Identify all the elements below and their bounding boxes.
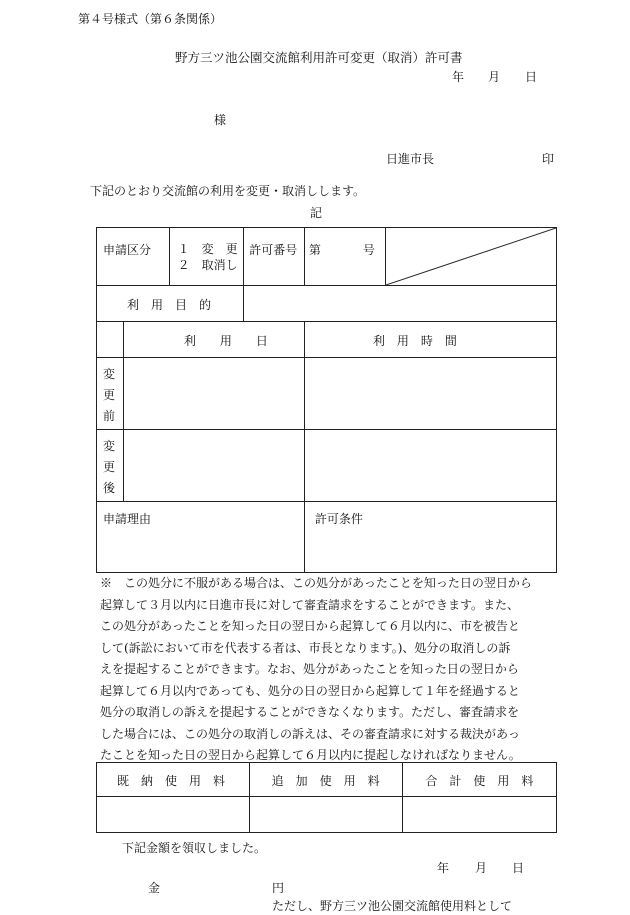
ki-heading: 記 [310, 206, 323, 220]
before-label-char: 前 [103, 409, 116, 423]
total-fee-header-cell [403, 763, 557, 797]
additional-fee-value-cell [249, 797, 403, 833]
reason-label: 申請理由 [103, 512, 152, 526]
total-fee-header: 合 計 使 用 料 [425, 774, 534, 788]
after-time-cell [304, 430, 556, 502]
receipt-however: ただし、野方三ツ池公園交流館使用料として [272, 899, 513, 913]
permit-table [96, 227, 557, 573]
note-line: した場合には、この処分の取消しの訴えは、その審査請求に対する裁決があっ [100, 726, 520, 741]
permit-go: 号 [362, 243, 375, 257]
before-date-cell [123, 358, 304, 430]
option-change: １ 変 更 [177, 242, 238, 256]
date-year: 年 [452, 70, 465, 84]
paid-fee-value-cell [97, 797, 250, 833]
application-type-options-cell [169, 228, 244, 286]
after-label-char: 変 [103, 439, 116, 453]
additional-fee-header-cell [249, 763, 403, 797]
conditions-label: 許可条件 [314, 512, 363, 526]
before-time-cell [304, 358, 556, 430]
permit-number-label-cell [244, 228, 305, 286]
note-line: この処分があったことを知った日の翌日から起算して６月以内に、市を被告と [100, 619, 520, 633]
seal-mark: 印 [542, 152, 555, 166]
issuer-name: 日進市長 [386, 152, 435, 166]
total-fee-value-cell [403, 797, 557, 833]
receipt-text: 下記金額を領収しました。 [122, 841, 267, 855]
note-line: たことを知った日の翌日から起算して６月以内に提起しなければなりません。 [100, 748, 521, 762]
application-type-label-cell [97, 228, 170, 286]
receipt-yen: 円 [272, 881, 285, 895]
paid-fee-header-cell [97, 763, 250, 797]
appeal-notice [100, 573, 560, 767]
purpose-label-cell [97, 286, 244, 322]
use-time-header: 利 用 時 間 [372, 334, 457, 348]
paid-fee-header: 既 納 使 用 料 [117, 774, 226, 788]
receipt-month: 月 [475, 861, 488, 875]
use-time-header-cell [304, 322, 556, 358]
note-line: 起算して３月以内に日進市長に対して審査請求をすることができます。また、 [100, 597, 520, 612]
note-line: えを提起することができます。なお、処分があったことを知った日の翌日から [100, 662, 519, 676]
permit-dai: 第 [308, 243, 321, 257]
date-day: 日 [525, 70, 538, 84]
purpose-value-cell [244, 286, 557, 322]
option-cancel: ２ 取消し [177, 258, 238, 272]
before-label-char: 変 [103, 367, 116, 381]
note-line: 処分の取消しの訴えを提起することができなくなります。ただし、審査請求を [100, 705, 520, 719]
before-label-cell [97, 358, 124, 430]
use-date-header-cell [123, 322, 304, 358]
after-label-char: 後 [103, 481, 116, 495]
after-date-cell [123, 430, 304, 502]
note-line: ※ この処分に不服がある場合は、この処分があったことを知った日の翌日から [100, 576, 532, 590]
conditions-cell [304, 502, 556, 573]
note-line: 起算して６月以内であっても、処分の日の翌日から起算して１年を経過すると [100, 683, 520, 698]
receipt-kin: 金 [148, 881, 161, 895]
before-label-char: 更 [103, 388, 116, 402]
intro-text: 下記のとおり交流館の利用を変更・取消しします。 [90, 184, 366, 198]
after-label-cell [97, 430, 124, 502]
receipt-day: 日 [512, 861, 525, 875]
fee-table [96, 762, 557, 833]
receipt-year: 年 [437, 861, 450, 875]
purpose-label: 利 用 目 的 [127, 298, 212, 312]
additional-fee-header: 追 加 使 用 料 [271, 774, 380, 788]
diagonal-cell [385, 228, 556, 286]
permit-number-label: 許可番号 [249, 243, 298, 257]
after-label-char: 更 [103, 460, 116, 474]
addressee-suffix: 様 [214, 113, 227, 127]
permit-number-cell [304, 228, 385, 286]
date-month: 月 [488, 70, 501, 84]
form-number: 第４号様式（第６条関係） [78, 12, 223, 26]
document-title: 野方三ツ池公園交流館利用許可変更（取消）許可書 [175, 50, 463, 65]
note-line: して(訴訟において市を代表する者は、市長となります。)、処分の取消しの訴 [100, 640, 511, 655]
reason-cell [97, 502, 305, 573]
application-type-label: 申請区分 [103, 243, 152, 257]
diagonal-line [386, 228, 556, 285]
blank-corner-cell [97, 322, 124, 358]
use-date-header: 利 用 日 [183, 334, 268, 348]
